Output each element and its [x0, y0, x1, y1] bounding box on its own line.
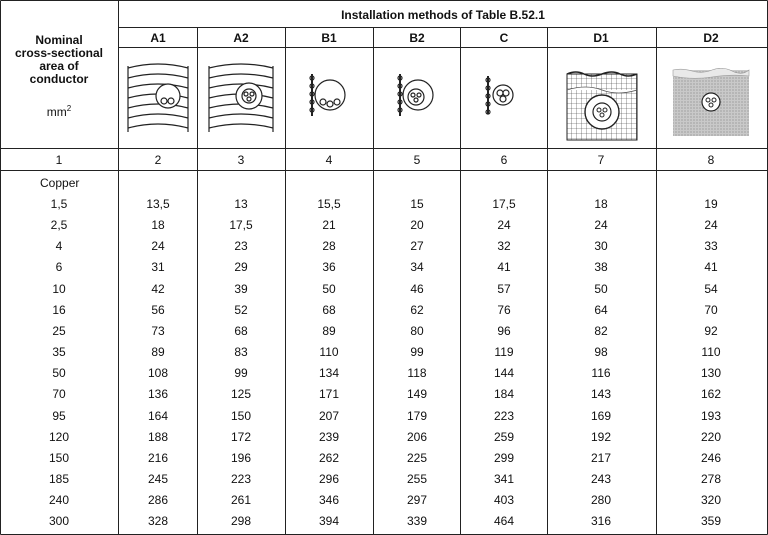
d1-duct-in-ground-icon: [566, 68, 638, 142]
method-header-c: C: [499, 31, 509, 45]
ampacity-value-cell: 17,5: [492, 197, 516, 211]
ampacity-value-cell: 30: [594, 239, 608, 253]
ampacity-value-cell: 76: [497, 303, 511, 317]
ampacity-value-cell: 394: [318, 514, 340, 528]
ampacity-value-cell: 192: [590, 430, 612, 444]
ampacity-value-cell: 17,5: [229, 218, 253, 232]
ampacity-value-cell: 297: [406, 493, 428, 507]
column-number: 3: [237, 153, 245, 167]
ampacity-value-cell: 34: [410, 260, 424, 274]
ampacity-value-cell: 116: [591, 366, 611, 380]
ampacity-value-cell: 184: [493, 387, 515, 401]
ampacity-value-cell: 70: [704, 303, 718, 317]
column-number: 7: [597, 153, 605, 167]
ampacity-value-cell: 39: [234, 282, 248, 296]
method-header-a1: A1: [150, 31, 166, 45]
ampacity-value-cell: 255: [406, 472, 428, 486]
ampacity-value-cell: 96: [497, 324, 511, 338]
ampacity-value-cell: 68: [322, 303, 336, 317]
ampacity-value-cell: 223: [230, 472, 252, 486]
ampacity-value-cell: 216: [147, 451, 169, 465]
ampacity-value-cell: 245: [147, 472, 169, 486]
ampacity-value-cell: 24: [704, 218, 718, 232]
ampacity-value-cell: 50: [594, 282, 608, 296]
conductor-size-cell: 6: [55, 260, 63, 274]
column-number: 6: [500, 153, 508, 167]
conductor-size-cell: 4: [55, 239, 63, 253]
ampacity-value-cell: 23: [234, 239, 248, 253]
ampacity-value-cell: 29: [234, 260, 248, 274]
installation-methods-title: Installation methods of Table B.52.1: [341, 8, 545, 22]
ampacity-value-cell: 54: [704, 282, 718, 296]
ampacity-value-cell: 225: [406, 451, 428, 465]
conductor-size-cell: 16: [52, 303, 66, 317]
column-number: 5: [413, 153, 421, 167]
ampacity-value-cell: 82: [594, 324, 608, 338]
ampacity-value-cell: 36: [322, 260, 336, 274]
ampacity-value-cell: 220: [700, 430, 722, 444]
unit-base: mm: [46, 105, 67, 119]
ampacity-value-cell: 298: [230, 514, 252, 528]
ampacity-value-cell: 15,5: [317, 197, 341, 211]
ampacity-value-cell: 15: [410, 197, 424, 211]
column-number: 2: [154, 153, 162, 167]
conductor-size-cell: 50: [52, 366, 66, 380]
ampacity-value-cell: 24: [594, 218, 608, 232]
conductor-size-cell: 150: [48, 451, 70, 465]
ampacity-value-cell: 130: [700, 366, 722, 380]
ampacity-value-cell: 299: [493, 451, 515, 465]
ampacity-value-cell: 32: [497, 239, 511, 253]
ampacity-value-cell: 162: [700, 387, 722, 401]
ampacity-value-cell: 24: [497, 218, 511, 232]
ampacity-value-cell: 346: [318, 493, 340, 507]
ampacity-value-cell: 21: [322, 218, 336, 232]
ampacity-value-cell: 68: [234, 324, 248, 338]
ampacity-value-cell: 262: [318, 451, 340, 465]
conductor-size-cell: 10: [52, 282, 66, 296]
conductor-size-cell: 240: [48, 493, 70, 507]
ampacity-value-cell: 359: [700, 514, 722, 528]
ampacity-value-cell: 27: [410, 239, 424, 253]
unit-label: [0, 104, 118, 119]
ampacity-value-cell: 339: [406, 514, 428, 528]
ampacity-value-cell: 217: [590, 451, 612, 465]
method-header-a2: A2: [233, 31, 249, 45]
ampacity-value-cell: 92: [704, 324, 718, 338]
nominal-header-line: Nominal: [35, 33, 83, 47]
conductor-size-cell: 1,5: [50, 197, 68, 211]
ampacity-value-cell: 80: [410, 324, 424, 338]
ampacity-value-cell: 246: [700, 451, 722, 465]
ampacity-value-cell: 46: [410, 282, 424, 296]
conductor-size-cell: 25: [52, 324, 66, 338]
ampacity-value-cell: 169: [590, 409, 612, 423]
ampacity-value-cell: 171: [318, 387, 340, 401]
ampacity-value-cell: 110: [701, 345, 721, 359]
ampacity-value-cell: 118: [407, 366, 427, 380]
ampacity-value-cell: 18: [594, 197, 608, 211]
ampacity-value-cell: 41: [497, 260, 511, 274]
column-number: 8: [707, 153, 715, 167]
ampacity-value-cell: 13,5: [146, 197, 170, 211]
ampacity-value-cell: 403: [493, 493, 515, 507]
conductor-size-cell: 2,5: [50, 218, 68, 232]
ampacity-value-cell: 286: [147, 493, 169, 507]
conductor-size-cell: 120: [48, 430, 70, 444]
ampacity-value-cell: 119: [494, 345, 514, 359]
conductor-size-cell: 70: [52, 387, 66, 401]
ampacity-value-cell: 19: [704, 197, 718, 211]
ampacity-value-cell: 31: [151, 260, 165, 274]
method-header-d1: D1: [593, 31, 609, 45]
ampacity-value-cell: 134: [318, 366, 340, 380]
nominal-header-line: conductor: [29, 72, 89, 86]
ampacity-value-cell: 278: [700, 472, 722, 486]
ampacity-value-cell: 464: [493, 514, 515, 528]
ampacity-value-cell: 328: [147, 514, 169, 528]
ampacity-value-cell: 50: [322, 282, 336, 296]
ampacity-value-cell: 320: [700, 493, 722, 507]
ampacity-value-cell: 164: [147, 409, 169, 423]
ampacity-value-cell: 239: [318, 430, 340, 444]
ampacity-value-cell: 89: [322, 324, 336, 338]
conductor-size-cell: 185: [48, 472, 70, 486]
ampacity-value-cell: 341: [493, 472, 515, 486]
ampacity-value-cell: 143: [590, 387, 612, 401]
ampacity-value-cell: 64: [594, 303, 608, 317]
method-header-b2: B2: [409, 31, 425, 45]
ampacity-value-cell: 280: [590, 493, 612, 507]
ampacity-value-cell: 98: [594, 345, 608, 359]
ampacity-value-cell: 196: [230, 451, 252, 465]
ampacity-value-cell: 296: [318, 472, 340, 486]
ampacity-value-cell: 73: [151, 324, 165, 338]
ampacity-value-cell: 316: [590, 514, 612, 528]
ampacity-value-cell: 52: [234, 303, 248, 317]
b2-multicore-conduit-on-wall-icon: [394, 72, 440, 118]
method-header-b1: B1: [321, 31, 337, 45]
ampacity-value-cell: 42: [151, 282, 165, 296]
ampacity-value-cell: 136: [147, 387, 169, 401]
d2-direct-in-ground-icon: [672, 68, 750, 138]
nominal-header-line: cross-sectional: [14, 46, 104, 60]
ampacity-value-cell: 24: [151, 239, 165, 253]
ampacity-value-cell: 38: [594, 260, 608, 274]
ampacity-value-cell: 57: [497, 282, 511, 296]
a1-insulated-wall-conduit-icon: [124, 62, 192, 134]
ampacity-value-cell: 20: [410, 218, 424, 232]
ampacity-value-cell: 41: [704, 260, 718, 274]
ampacity-value-cell: 193: [700, 409, 722, 423]
ampacity-value-cell: 89: [151, 345, 165, 359]
ampacity-value-cell: 110: [319, 345, 339, 359]
ampacity-value-cell: 13: [234, 197, 248, 211]
ampacity-value-cell: 144: [493, 366, 515, 380]
conductor-size-cell: 300: [48, 514, 70, 528]
ampacity-value-cell: 33: [704, 239, 718, 253]
ampacity-value-cell: 243: [590, 472, 612, 486]
section-label-copper: Copper: [40, 176, 80, 190]
ampacity-value-cell: 62: [410, 303, 424, 317]
ampacity-value-cell: 179: [406, 409, 428, 423]
ampacity-value-cell: 259: [493, 430, 515, 444]
column-number: 1: [55, 153, 63, 167]
ampacity-value-cell: 99: [410, 345, 424, 359]
ampacity-value-cell: 149: [406, 387, 428, 401]
nominal-header-line: area of: [39, 59, 79, 73]
ampacity-value-cell: 150: [230, 409, 252, 423]
ampacity-value-cell: 18: [151, 218, 165, 232]
ampacity-value-cell: 223: [493, 409, 515, 423]
ampacity-value-cell: 188: [147, 430, 169, 444]
c-clipped-direct-to-wall-icon: [482, 74, 524, 116]
unit-exponent: 2: [66, 104, 72, 113]
ampacity-value-cell: 206: [406, 430, 428, 444]
ampacity-value-cell: 172: [230, 430, 252, 444]
ampacity-value-cell: 125: [230, 387, 252, 401]
method-header-d2: D2: [703, 31, 719, 45]
ampacity-value-cell: 83: [234, 345, 248, 359]
ampacity-value-cell: 261: [230, 493, 252, 507]
conductor-size-cell: 35: [52, 345, 66, 359]
ampacity-value-cell: 99: [234, 366, 248, 380]
ampacity-value-cell: 56: [151, 303, 165, 317]
column-number: 4: [325, 153, 333, 167]
ampacity-value-cell: 108: [147, 366, 169, 380]
b1-conduit-on-wall-icon: [306, 72, 352, 118]
ampacity-value-cell: 207: [318, 409, 340, 423]
conductor-size-cell: 95: [52, 409, 66, 423]
a2-insulated-wall-cable-icon: [205, 62, 277, 134]
ampacity-value-cell: 28: [322, 239, 336, 253]
nominal-header: [0, 34, 118, 86]
